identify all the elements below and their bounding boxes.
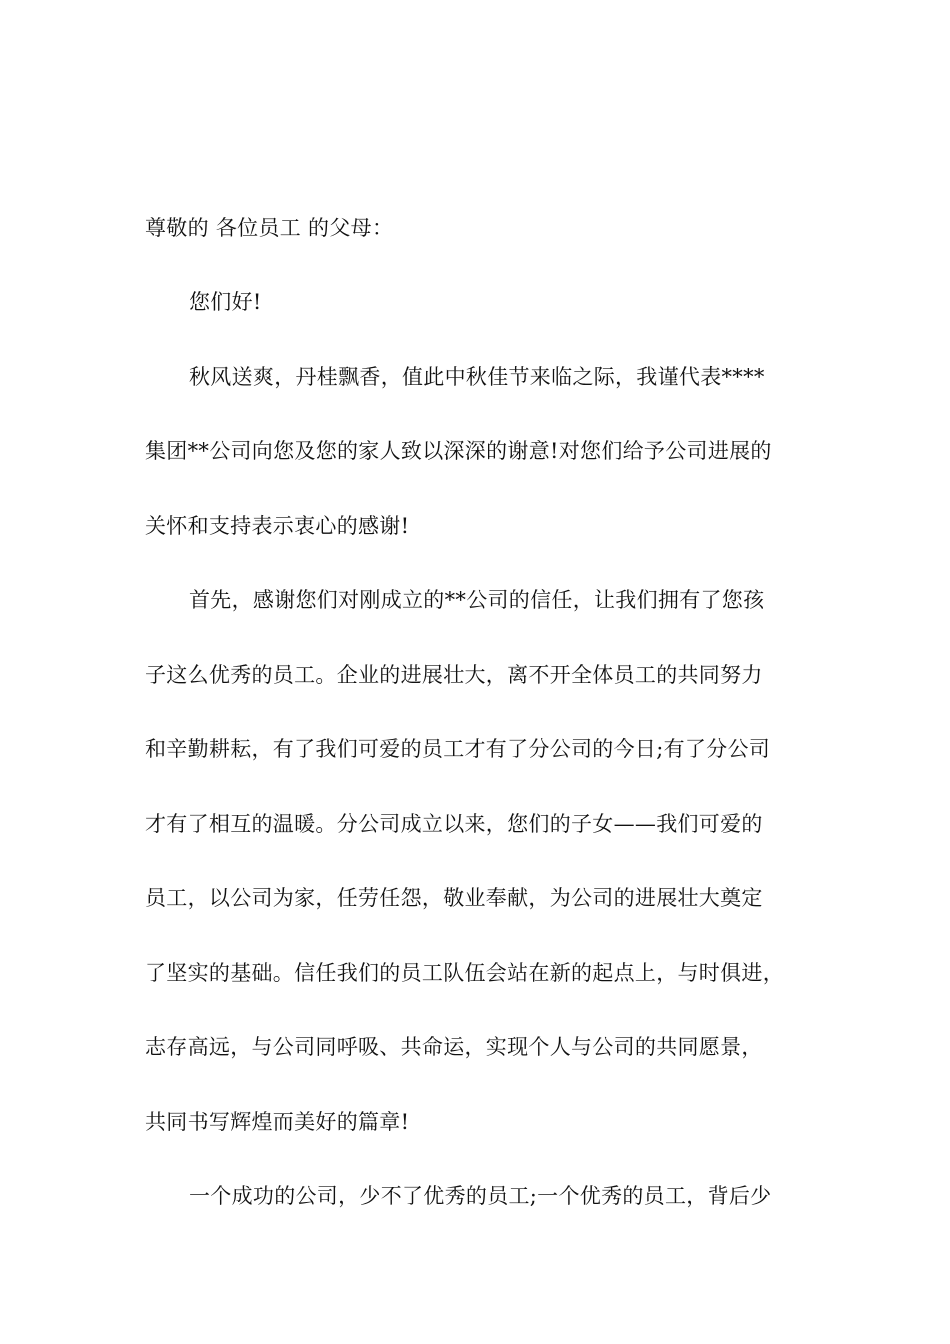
paragraph-line: 志存高远，与公司同呼吸、共命运，实现个人与公司的共同愿景， xyxy=(145,1035,763,1059)
paragraph-line: 秋风送爽，丹桂飘香，值此中秋佳节来临之际，我谨代表**** xyxy=(189,365,765,389)
paragraph-line: 子这么优秀的员工。企业的进展壮大，离不开全体员工的共同努力 xyxy=(145,663,763,687)
paragraph-line: 才有了相互的温暖。分公司成立以来，您们的子女——我们可爱的 xyxy=(145,812,763,836)
paragraph-line: 首先，感谢您们对刚成立的**公司的信任，让我们拥有了您孩 xyxy=(189,588,765,612)
salutation: 尊敬的 各位员工 的父母： xyxy=(145,216,394,240)
greeting: 您们好! xyxy=(189,290,262,314)
paragraph-line: 员工，以公司为家，任劳任怨，敬业奉献，为公司的进展壮大奠定 xyxy=(145,886,763,910)
paragraph-line: 集团**公司向您及您的家人致以深深的谢意!对您们给予公司进展的 xyxy=(145,439,772,463)
paragraph-line: 和辛勤耕耘，有了我们可爱的员工才有了分公司的今日;有了分公司 xyxy=(145,737,771,761)
paragraph-line: 了坚实的基础。信任我们的员工队伍会站在新的起点上，与时俱进， xyxy=(145,961,784,985)
paragraph-line: 共同书写辉煌而美好的篇章! xyxy=(145,1110,410,1134)
paragraph-line: 关怀和支持表示衷心的感谢! xyxy=(145,514,410,538)
paragraph-line: 一个成功的公司，少不了优秀的员工;一个优秀的员工，背后少 xyxy=(189,1184,772,1208)
